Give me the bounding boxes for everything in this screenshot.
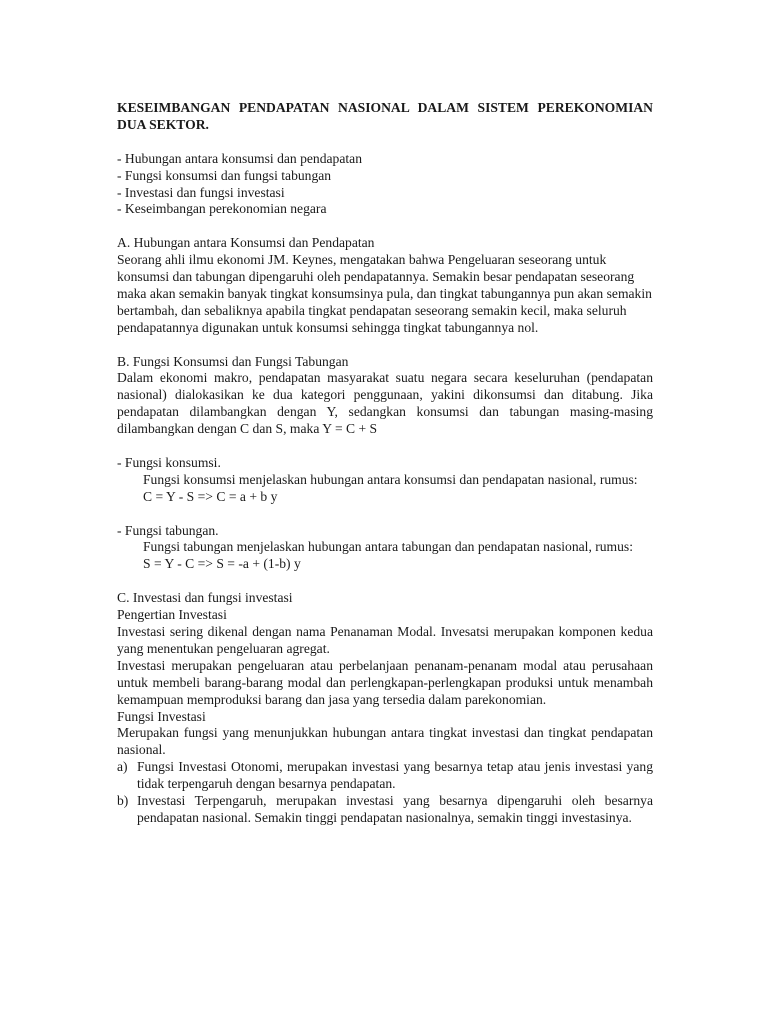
list-item-marker: a) [117, 759, 128, 775]
section-c-heading: C. Investasi dan fungsi investasi [117, 590, 293, 606]
investment-function-subheading: Fungsi Investasi [117, 708, 206, 724]
section-a-heading: A. Hubungan antara Konsumsi dan Pendapatan [117, 235, 375, 251]
saving-function-label: - Fungsi tabungan. [117, 522, 219, 538]
investment-paragraph-2: Investasi merupakan pengeluaran atau perbelanjaan penanam-penanam modal atau perusahaan untuk membeli barang-barang modal dan perlengkapan-perlengkapan produksi untuk menambah kemampuan memproduksi barang dan jasa yang tersedia dalam parekonomian. [117, 657, 653, 707]
investment-function-paragraph: Merupakan fungsi yang menunjukkan hubungan antara tingkat investasi dan tingkat pendapatan nasional. [117, 725, 653, 758]
saving-function-description: Fungsi tabungan menjelaskan hubungan antara tabungan dan pendapatan nasional, rumus: [143, 539, 633, 555]
investment-definition-subheading: Pengertian Investasi [117, 607, 227, 623]
consumption-formula: C = Y - S => C = a + b y [143, 488, 278, 504]
list-item [117, 759, 653, 793]
section-b-body: Dalam ekonomi makro, pendapatan masyarakat suatu negara secara keseluruhan (pendapatan nasional) dialokasikan ke dua kategori penggunaan, yakini dikonsumsi dan ditabung. Jika pendapatan dilambangkan dengan Y, sedangkan konsumsi dan tabungan masing-masing dilambangkan dengan C dan S, maka Y = C + S [117, 370, 653, 437]
outline-item: - Fungsi konsumsi dan fungsi tabungan [117, 167, 332, 183]
outline-item: - Investasi dan fungsi investasi [117, 184, 285, 200]
list-item-marker: b) [117, 793, 129, 809]
outline-item: - Keseimbangan perekonomian negara [117, 201, 327, 217]
autonomous-investment-text: Fungsi Investasi Otonomi, merupakan investasi yang besarnya tetap atau jenis investasi yang tidak terpengaruh dengan besarnya pendapatan. [137, 759, 653, 792]
list-item [117, 793, 653, 827]
consumption-function-description: Fungsi konsumsi menjelaskan hubungan antara konsumsi dan pendapatan nasional, rumus: [143, 471, 638, 487]
outline-item: - Hubungan antara konsumsi dan pendapatan [117, 150, 362, 166]
induced-investment-text: Investasi Terpengaruh, merupakan investasi yang besarnya dipengaruhi oleh besarnya pendapatan nasional. Semakin tinggi pendapatan nasionalnya, semakin tinggi investasinya. [137, 793, 653, 825]
investment-paragraph-1: Investasi sering dikenal dengan nama Penanaman Modal. Invesatsi merupakan komponen kedua yang menentukan pengeluaran agregat. [117, 624, 653, 656]
consumption-function-label: - Fungsi konsumsi. [117, 454, 221, 470]
section-a-body: Seorang ahli ilmu ekonomi JM. Keynes, mengatakan bahwa Pengeluaran seseorang untuk konsumsi dan tabungan dipengaruhi oleh pendapatannya. Semakin besar pendapatan seseorang maka akan semakin banyak tingkat konsumsinya pula, dan tingkat tabungannya pun akan semakin bertambah, dan sebaliknya apabila tingkat pendapatan seseorang semakin kecil, maka seluruh pendapatannya digunakan untuk konsumsi sehingga tingkat tabungannya nol. [117, 252, 652, 335]
saving-formula: S = Y - C => S = -a + (1-b) y [143, 556, 301, 572]
topic-outline [117, 151, 653, 219]
document-body [117, 100, 653, 827]
document-title: KESEIMBANGAN PENDAPATAN NASIONAL DALAM SISTEM PEREKONOMIAN DUA SEKTOR. [117, 100, 653, 132]
section-b-heading: B. Fungsi Konsumsi dan Fungsi Tabungan [117, 353, 349, 369]
